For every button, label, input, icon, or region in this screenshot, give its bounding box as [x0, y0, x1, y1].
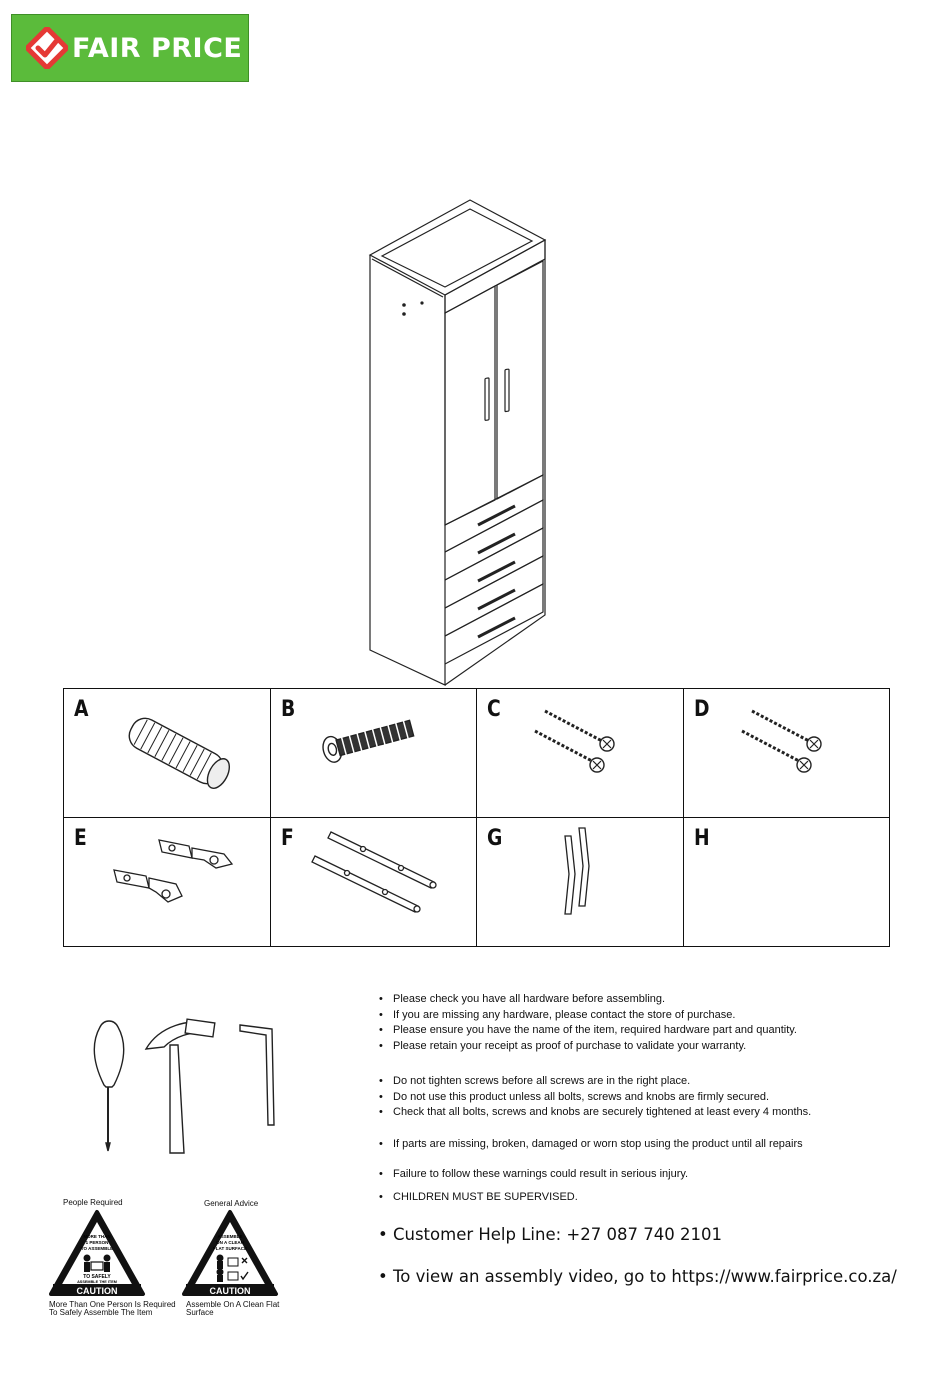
notes-group-warning — [378, 1167, 898, 1183]
part-letter: E — [74, 826, 87, 851]
hammer-icon — [146, 1019, 215, 1153]
note-item: • Please check you have all hardware before assembling. — [378, 992, 898, 1008]
part-cell-g — [477, 818, 684, 947]
wardrobe-illustration — [360, 195, 560, 690]
caution-caption: Surface — [186, 1308, 214, 1317]
connector-bolt-icon — [271, 689, 477, 817]
caution-inner-line: TO ASSEMBLE — [80, 1246, 114, 1251]
notes-group-hardware — [378, 992, 898, 1054]
caution-triangle-icon — [47, 1208, 147, 1300]
note-item: • Please ensure you have the name of the item, required hardware part and quantity. — [378, 1023, 898, 1039]
caution-inner-line: ASSEMBLE THE ITEM — [77, 1280, 117, 1284]
part-letter: H — [693, 826, 710, 851]
part-letter: B — [280, 697, 295, 722]
note-item: • Failure to follow these warnings could result in serious injury. — [378, 1167, 898, 1183]
wooden-dowel-icon — [64, 689, 270, 817]
caution-heading: People Required — [63, 1198, 123, 1207]
caution-heading: General Advice — [204, 1199, 259, 1208]
caution-triangle-icon — [180, 1208, 280, 1300]
notes-group-screws — [378, 1074, 898, 1121]
caution-caption: Assemble On A Clean Flat — [186, 1300, 280, 1309]
caution-inner-line: 1 PERSON — [85, 1240, 109, 1245]
part-cell-d — [683, 689, 890, 818]
note-item: • If you are missing any hardware, please contact the store of purchase. — [378, 1008, 898, 1024]
caution-caption: More Than One Person Is Required — [49, 1300, 176, 1309]
note-item: • Please retain your receipt as proof of purchase to validate your warranty. — [378, 1039, 898, 1055]
caution-advice-label — [180, 1198, 330, 1323]
customer-helpline: • Customer Help Line: +27 087 740 2101 — [378, 1225, 722, 1244]
notes-group-repairs — [378, 1137, 898, 1153]
caution-people-label — [45, 1198, 195, 1323]
note-item: • Do not tighten screws before all screws are in the right place. — [378, 1074, 898, 1090]
caution-banner: CAUTION — [76, 1286, 118, 1296]
drawer-runner-icon — [271, 818, 477, 946]
caution-inner-line: MORE THAN — [83, 1234, 111, 1239]
allen-key-icon — [240, 1025, 274, 1125]
part-letter: A — [74, 697, 89, 722]
caution-inner-line: TO SAFELY — [83, 1274, 111, 1280]
required-tools — [90, 1015, 290, 1155]
note-item: • CHILDREN MUST BE SUPERVISED. — [378, 1190, 898, 1206]
caution-banner: CAUTION — [209, 1286, 251, 1296]
brand-name: FAIR PRICE — [72, 32, 243, 64]
wood-screw-pair-icon — [684, 689, 890, 817]
part-letter: D — [693, 697, 710, 722]
part-cell-f — [270, 818, 477, 947]
part-letter: G — [487, 826, 503, 851]
check-diamond-icon — [26, 27, 68, 69]
part-letter: F — [280, 826, 294, 851]
part-cell-b — [270, 689, 477, 818]
part-cell-c — [477, 689, 684, 818]
part-cell-h — [683, 818, 890, 947]
cabinet-hinge-icon — [64, 818, 270, 946]
notes-group-children — [378, 1190, 898, 1206]
handle-icon — [477, 818, 683, 946]
caution-inner-line: ASSEMBLE — [217, 1234, 243, 1239]
caution-inner-line: FLAT SURFACE — [213, 1246, 247, 1251]
assembly-video-link[interactable]: • To view an assembly video, go to https://www.fairprice.co.za/ — [378, 1267, 897, 1286]
part-cell-e — [64, 818, 271, 947]
screwdriver-icon — [94, 1021, 124, 1151]
hardware-parts-table — [63, 688, 890, 947]
part-letter: C — [487, 697, 501, 722]
note-item: • Do not use this product unless all bolts, screws and knobs are firmly secured. — [378, 1090, 898, 1106]
note-item: • If parts are missing, broken, damaged or worn stop using the product until all repairs — [378, 1137, 898, 1153]
note-item: • Check that all bolts, screws and knobs are securely tightened at least every 4 months. — [378, 1105, 898, 1121]
caution-inner-line: ON A CLEAN — [216, 1240, 244, 1245]
wood-screw-pair-icon — [477, 689, 683, 817]
part-cell-a — [64, 689, 271, 818]
fair-price-logo — [11, 14, 249, 82]
caution-caption: To Safely Assemble The Item — [49, 1308, 153, 1317]
